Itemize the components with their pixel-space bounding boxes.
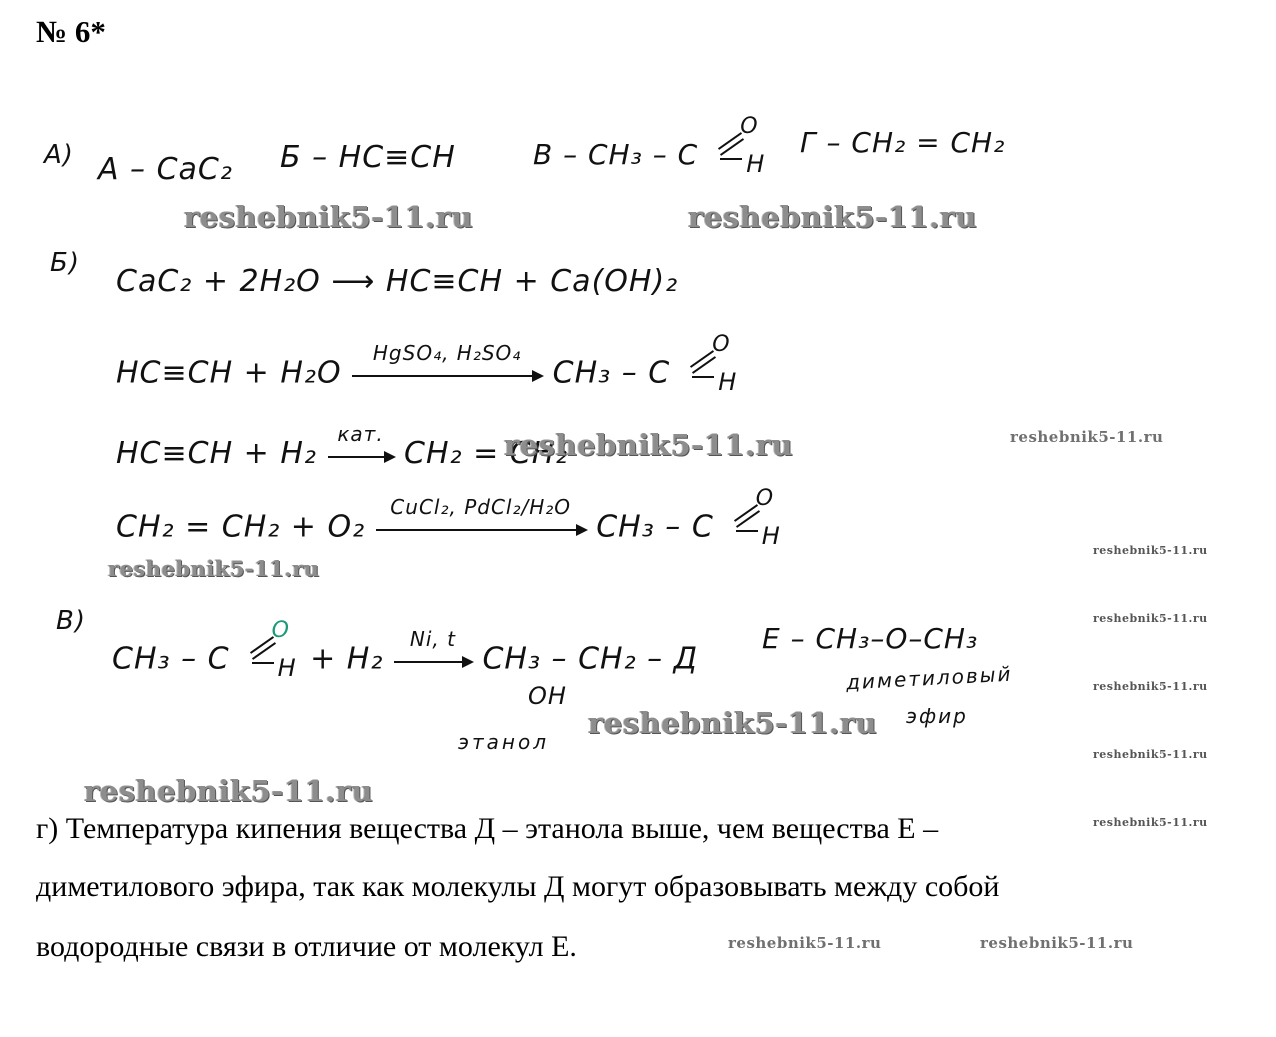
- watermark: reshebnik5-11.ru: [728, 934, 882, 952]
- watermark: reshebnik5-11.ru: [84, 774, 374, 808]
- reaction-arrow: [352, 341, 542, 377]
- equation-3-right: CH₂ = CH₂: [404, 436, 569, 471]
- hydrogen-reagent: + H₂: [310, 641, 384, 677]
- substance-g: Г – CH₂ = CH₂: [800, 126, 1006, 159]
- product-d: CH₃ – CH₂ – Д: [482, 641, 699, 677]
- watermark: reshebnik5-11.ru: [1093, 680, 1208, 693]
- equation-4-condition: CuCl₂, PdCl₂/H₂O: [390, 495, 572, 519]
- aldehyde-h: H: [746, 150, 766, 178]
- aldehyde-group: [698, 114, 768, 178]
- aldehyde-o: O: [755, 486, 775, 511]
- ether-caption: эфир: [906, 704, 968, 728]
- dimethyl-caption: диметиловый: [845, 661, 1013, 695]
- conclusion-line-2: диметилового эфира, так как молекулы Д могут образовывать между собой: [36, 870, 1000, 903]
- ethanol-caption: этанол: [458, 730, 549, 754]
- watermark: reshebnik5-11.ru: [1093, 748, 1208, 761]
- aldehyde-h: H: [761, 522, 781, 550]
- page-title: № 6*: [36, 14, 106, 49]
- watermark: reshebnik5-11.ru: [108, 556, 320, 581]
- equation-3: [116, 421, 569, 471]
- ethanal-formula: CH₃ – C: [112, 641, 230, 677]
- conclusion-line-1: г) Температура кипения вещества Д – этанола выше, чем вещества Е –: [36, 812, 939, 845]
- watermark: reshebnik5-11.ru: [1093, 544, 1208, 557]
- reaction-arrow: [328, 421, 394, 458]
- part-a-label: А): [44, 140, 74, 170]
- watermark: reshebnik5-11.ru: [184, 200, 474, 234]
- watermark: reshebnik5-11.ru: [1093, 612, 1208, 625]
- equation-2: [116, 332, 740, 396]
- equation-4-right: CH₃ – C: [596, 509, 714, 545]
- equation-3-condition: кат.: [337, 421, 384, 446]
- equation-2-left: HC≡CH + H₂O: [116, 355, 342, 391]
- equation-4: [116, 486, 784, 550]
- substance-e: Е – CH₃–O–CH₃: [762, 622, 979, 655]
- equation-5: [112, 618, 699, 682]
- substance-a: А – CaC₂: [98, 152, 233, 187]
- aldehyde-group: [230, 618, 300, 682]
- equation-4-left: CH₂ = CH₂ + O₂: [116, 509, 366, 545]
- substance-b: Б – HC≡CH: [280, 140, 456, 175]
- aldehyde-group: [714, 486, 784, 550]
- part-b-label: Б): [50, 248, 80, 278]
- aldehyde-o: O: [271, 618, 290, 643]
- equation-2-right: CH₃ – C: [552, 355, 671, 391]
- equation-5-condition: Ni, t: [409, 627, 456, 651]
- equation-2-condition: HgSO₄, H₂SO₄: [372, 341, 522, 365]
- watermark: reshebnik5-11.ru: [1010, 428, 1164, 446]
- aldehyde-o: O: [740, 114, 759, 139]
- reaction-arrow: [376, 495, 586, 531]
- conclusion-line-3: водородные связи в отличие от молекул Е.: [36, 930, 577, 963]
- substance-v-formula: В – CH₃ – C: [533, 138, 699, 171]
- aldehyde-o: O: [712, 332, 731, 357]
- hydroxyl-group: OH: [528, 682, 567, 710]
- watermark: reshebnik5-11.ru: [588, 706, 878, 740]
- part-v-label: В): [56, 606, 86, 636]
- equation-1: CaC₂ + 2H₂O ⟶ HC≡CH + Ca(OH)₂: [116, 264, 679, 299]
- equation-3-left: HC≡CH + H₂: [116, 436, 317, 471]
- aldehyde-h: H: [718, 368, 738, 396]
- reaction-arrow: [394, 627, 472, 663]
- aldehyde-h: H: [277, 654, 297, 682]
- watermark: reshebnik5-11.ru: [1093, 816, 1208, 829]
- aldehyde-group: [670, 332, 740, 396]
- substance-v: [533, 114, 768, 178]
- watermark: reshebnik5-11.ru: [504, 428, 794, 462]
- watermark: reshebnik5-11.ru: [688, 200, 978, 234]
- watermark: reshebnik5-11.ru: [980, 934, 1134, 952]
